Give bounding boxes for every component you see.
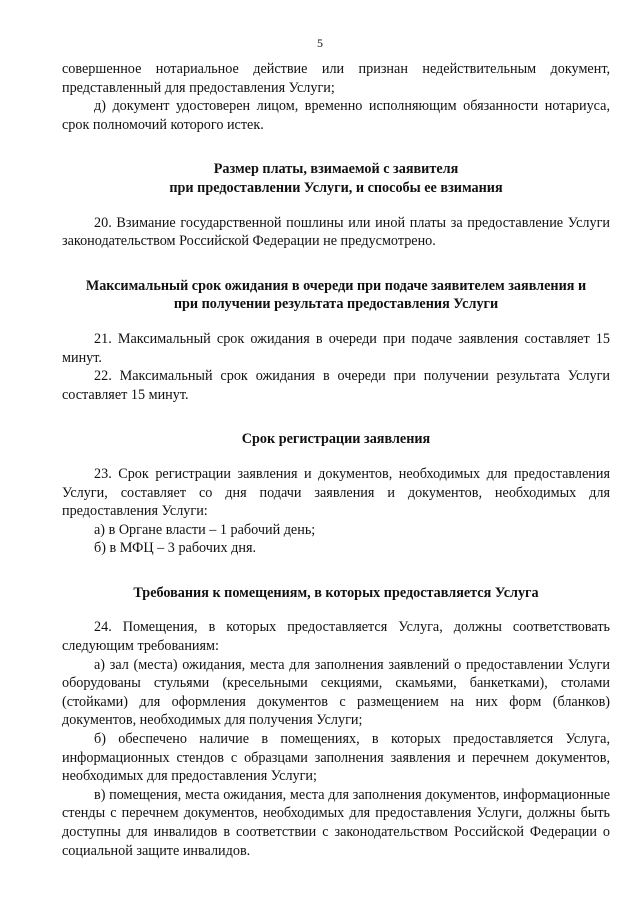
list-item-a: а) зал (места) ожидания, места для заполнения заявлений о предоставлении Услуги оборудованы стульями (кресельными секциями, скамьями, банкетками), столами (стойками) для оформления документов с размещением на них форм (бланков) документов, необходимых для получения Услуги; xyxy=(62,656,610,729)
heading-line: Размер платы, взимаемой с заявителя xyxy=(213,161,459,178)
paragraph-22: 22. Максимальный срок ожидания в очереди при получении результата Услуги составляет 15 минут. xyxy=(62,368,610,403)
paragraph-21: 21. Максимальный срок ожидания в очереди при подаче заявления составляет 15 минут. xyxy=(62,330,610,366)
heading-line: при получении результата предоставления Услуги xyxy=(173,296,499,313)
section-heading-premises: Требования к помещениям, в которых предоставляется Услуга xyxy=(133,584,539,601)
heading-line: при предоставлении Услуги, и способы ее взимания xyxy=(169,179,503,196)
list-item-b: б) в МФЦ – 3 рабочих дня. xyxy=(94,540,257,557)
page-number: 5 xyxy=(317,36,323,50)
heading-line: Максимальный срок ожидания в очереди при подаче заявителем заявления и xyxy=(85,277,587,294)
section-heading-registration: Срок регистрации заявления xyxy=(241,431,431,448)
section-heading-queue xyxy=(62,277,610,314)
list-item-a: а) в Органе власти – 1 рабочий день; xyxy=(94,521,316,538)
list-item-d: д) документ удостоверен лицом, временно исполняющим обязанности нотариуса, срок полномочий которого истек. xyxy=(62,98,610,133)
list-item-b: б) обеспечено наличие в помещениях, в которых предоставляется Услуга, информационных стендов с образцами заполнения заявления и перечнем документов, необходимых для предоставления Услуги; xyxy=(62,731,610,785)
paragraph-20: 20. Взимание государственной пошлины или иной платы за предоставление Услуги законодательством Российской Федерации не предусмотрено. xyxy=(62,214,610,250)
paragraph-24: 24. Помещения, в которых предоставляется Услуга, должны соответствовать следующим требованиям: xyxy=(62,619,610,655)
section-heading-fee xyxy=(62,160,610,197)
document-body xyxy=(62,60,610,860)
paragraph-continuation: совершенное нотариальное действие или признан недействительным документ, представленный для предоставления Услуги; xyxy=(62,61,610,96)
paragraph-23: 23. Срок регистрации заявления и документов, необходимых для предоставления Услуги, составляет со дня подачи заявления и документов, необходимых для предоставления Услуги: xyxy=(62,465,610,520)
list-item-v: в) помещения, места ожидания, места для заполнения документов, информационные стенды с перечнем документов, необходимых для предоставления Услуги, должны быть доступны для инвалидов в соответствии с законодательством Российской Федерации о социальной защите инвалидов. xyxy=(62,786,610,859)
